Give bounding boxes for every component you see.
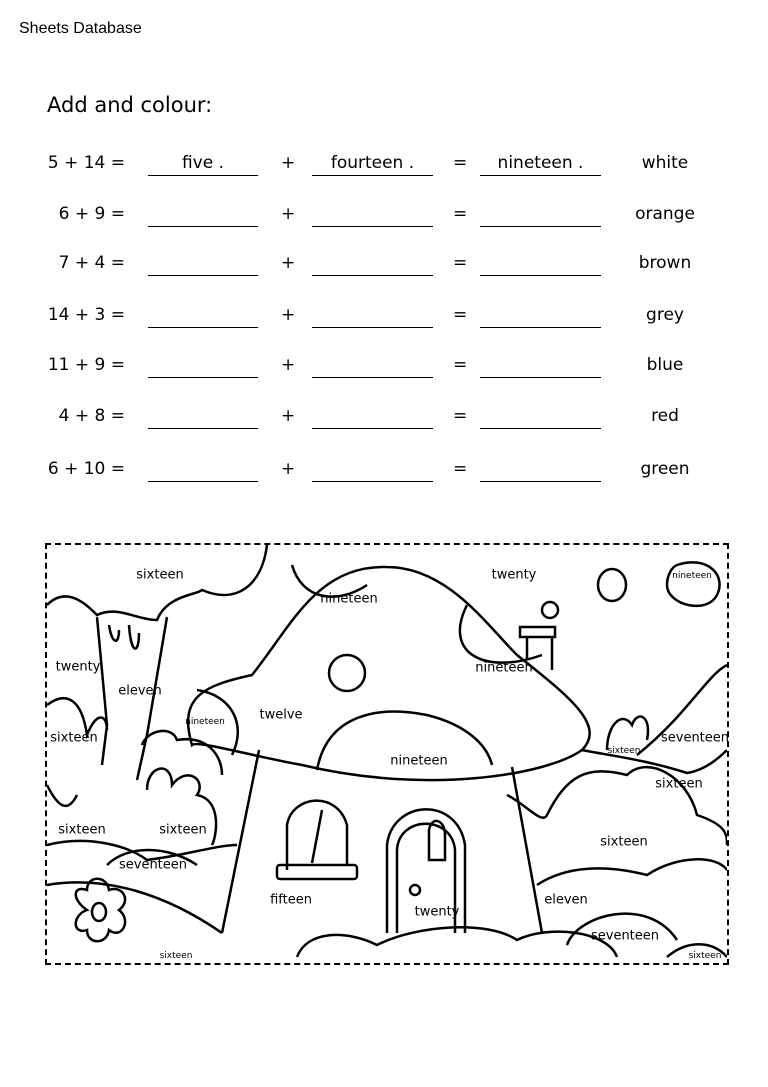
region-number-label: sixteen: [58, 822, 106, 838]
region-number-label: twenty: [414, 904, 460, 920]
colouring-picture: [45, 543, 729, 965]
colour-name: brown: [638, 253, 692, 273]
region-number-label: sixteen: [600, 834, 648, 850]
colour-name: white: [641, 153, 689, 173]
region-number-label: eleven: [118, 683, 162, 699]
equation-row: [0, 305, 768, 335]
equation-row: [0, 459, 768, 489]
answer-blank-3[interactable]: [480, 253, 601, 276]
region-number-label: sixteen: [607, 746, 641, 756]
answer-blank-2[interactable]: [312, 459, 433, 482]
region-number-label: sixteen: [50, 730, 98, 746]
worksheet-title: Add and colour:: [47, 93, 213, 117]
equals-sign: =: [453, 204, 468, 224]
answer-blank-2[interactable]: [312, 204, 433, 227]
region-number-label: twenty: [55, 659, 101, 675]
equation: 11 + 9 =: [47, 355, 125, 375]
equals-sign: =: [453, 406, 468, 426]
equals-sign: =: [453, 459, 468, 479]
source-header: Sheets Database: [19, 20, 142, 37]
answer-blank-3[interactable]: [480, 406, 601, 429]
colour-name: red: [651, 406, 679, 426]
equation-row: [0, 153, 768, 183]
equation: 6 + 9 =: [58, 204, 125, 224]
answer-blank-3[interactable]: [480, 305, 601, 328]
answer-blank-1[interactable]: five .: [148, 153, 258, 176]
region-number-label: nineteen: [185, 717, 225, 727]
equation: 4 + 8 =: [58, 406, 125, 426]
colour-name: orange: [635, 204, 695, 224]
answer-blank-1[interactable]: [148, 253, 258, 276]
plus-sign: +: [281, 153, 296, 173]
plus-sign: +: [281, 355, 296, 375]
answer-blank-3[interactable]: [480, 459, 601, 482]
equation-row: [0, 406, 768, 436]
plus-sign: +: [281, 305, 296, 325]
equation: 14 + 3 =: [47, 305, 125, 325]
region-number-label: seventeen: [660, 730, 730, 746]
region-number-label: nineteen: [672, 571, 712, 581]
region-number-label: fifteen: [270, 892, 312, 908]
answer-blank-3[interactable]: [480, 355, 601, 378]
plus-sign: +: [281, 406, 296, 426]
region-number-label: twenty: [491, 567, 537, 583]
plus-sign: +: [281, 204, 296, 224]
answer-blank-1[interactable]: [148, 204, 258, 227]
equation: 5 + 14 =: [47, 153, 125, 173]
equals-sign: =: [453, 153, 468, 173]
region-number-label: sixteen: [159, 951, 193, 961]
equals-sign: =: [453, 253, 468, 273]
equation-row: [0, 355, 768, 385]
region-number-label: nineteen: [390, 753, 448, 769]
colour-name: grey: [646, 305, 684, 325]
answer-blank-1[interactable]: [148, 406, 258, 429]
region-number-label: nineteen: [320, 591, 378, 607]
answer-blank-1[interactable]: [148, 305, 258, 328]
answer-blank-2[interactable]: [312, 253, 433, 276]
equation: 6 + 10 =: [47, 459, 125, 479]
answer-blank-2[interactable]: [312, 355, 433, 378]
equals-sign: =: [453, 355, 468, 375]
answer-blank-2[interactable]: fourteen .: [312, 153, 433, 176]
answer-blank-2[interactable]: [312, 406, 433, 429]
equation-row: [0, 253, 768, 283]
answer-blank-1[interactable]: [148, 355, 258, 378]
region-number-label: eleven: [544, 892, 588, 908]
region-number-label: sixteen: [655, 776, 703, 792]
answer-blank-2[interactable]: [312, 305, 433, 328]
region-number-label: sixteen: [136, 567, 184, 583]
plus-sign: +: [281, 253, 296, 273]
colour-name: green: [640, 459, 690, 479]
answer-blank-3[interactable]: nineteen .: [480, 153, 601, 176]
plus-sign: +: [281, 459, 296, 479]
region-number-label: seventeen: [118, 857, 188, 873]
region-number-label: nineteen: [475, 660, 533, 676]
answer-blank-3[interactable]: [480, 204, 601, 227]
region-number-label: sixteen: [159, 822, 207, 838]
equation-row: [0, 204, 768, 234]
colour-name: blue: [646, 355, 684, 375]
region-number-label: twelve: [259, 707, 303, 723]
answer-blank-1[interactable]: [148, 459, 258, 482]
region-number-label: seventeen: [590, 928, 660, 944]
equation: 7 + 4 =: [58, 253, 125, 273]
region-number-label: sixteen: [688, 951, 722, 961]
equals-sign: =: [453, 305, 468, 325]
